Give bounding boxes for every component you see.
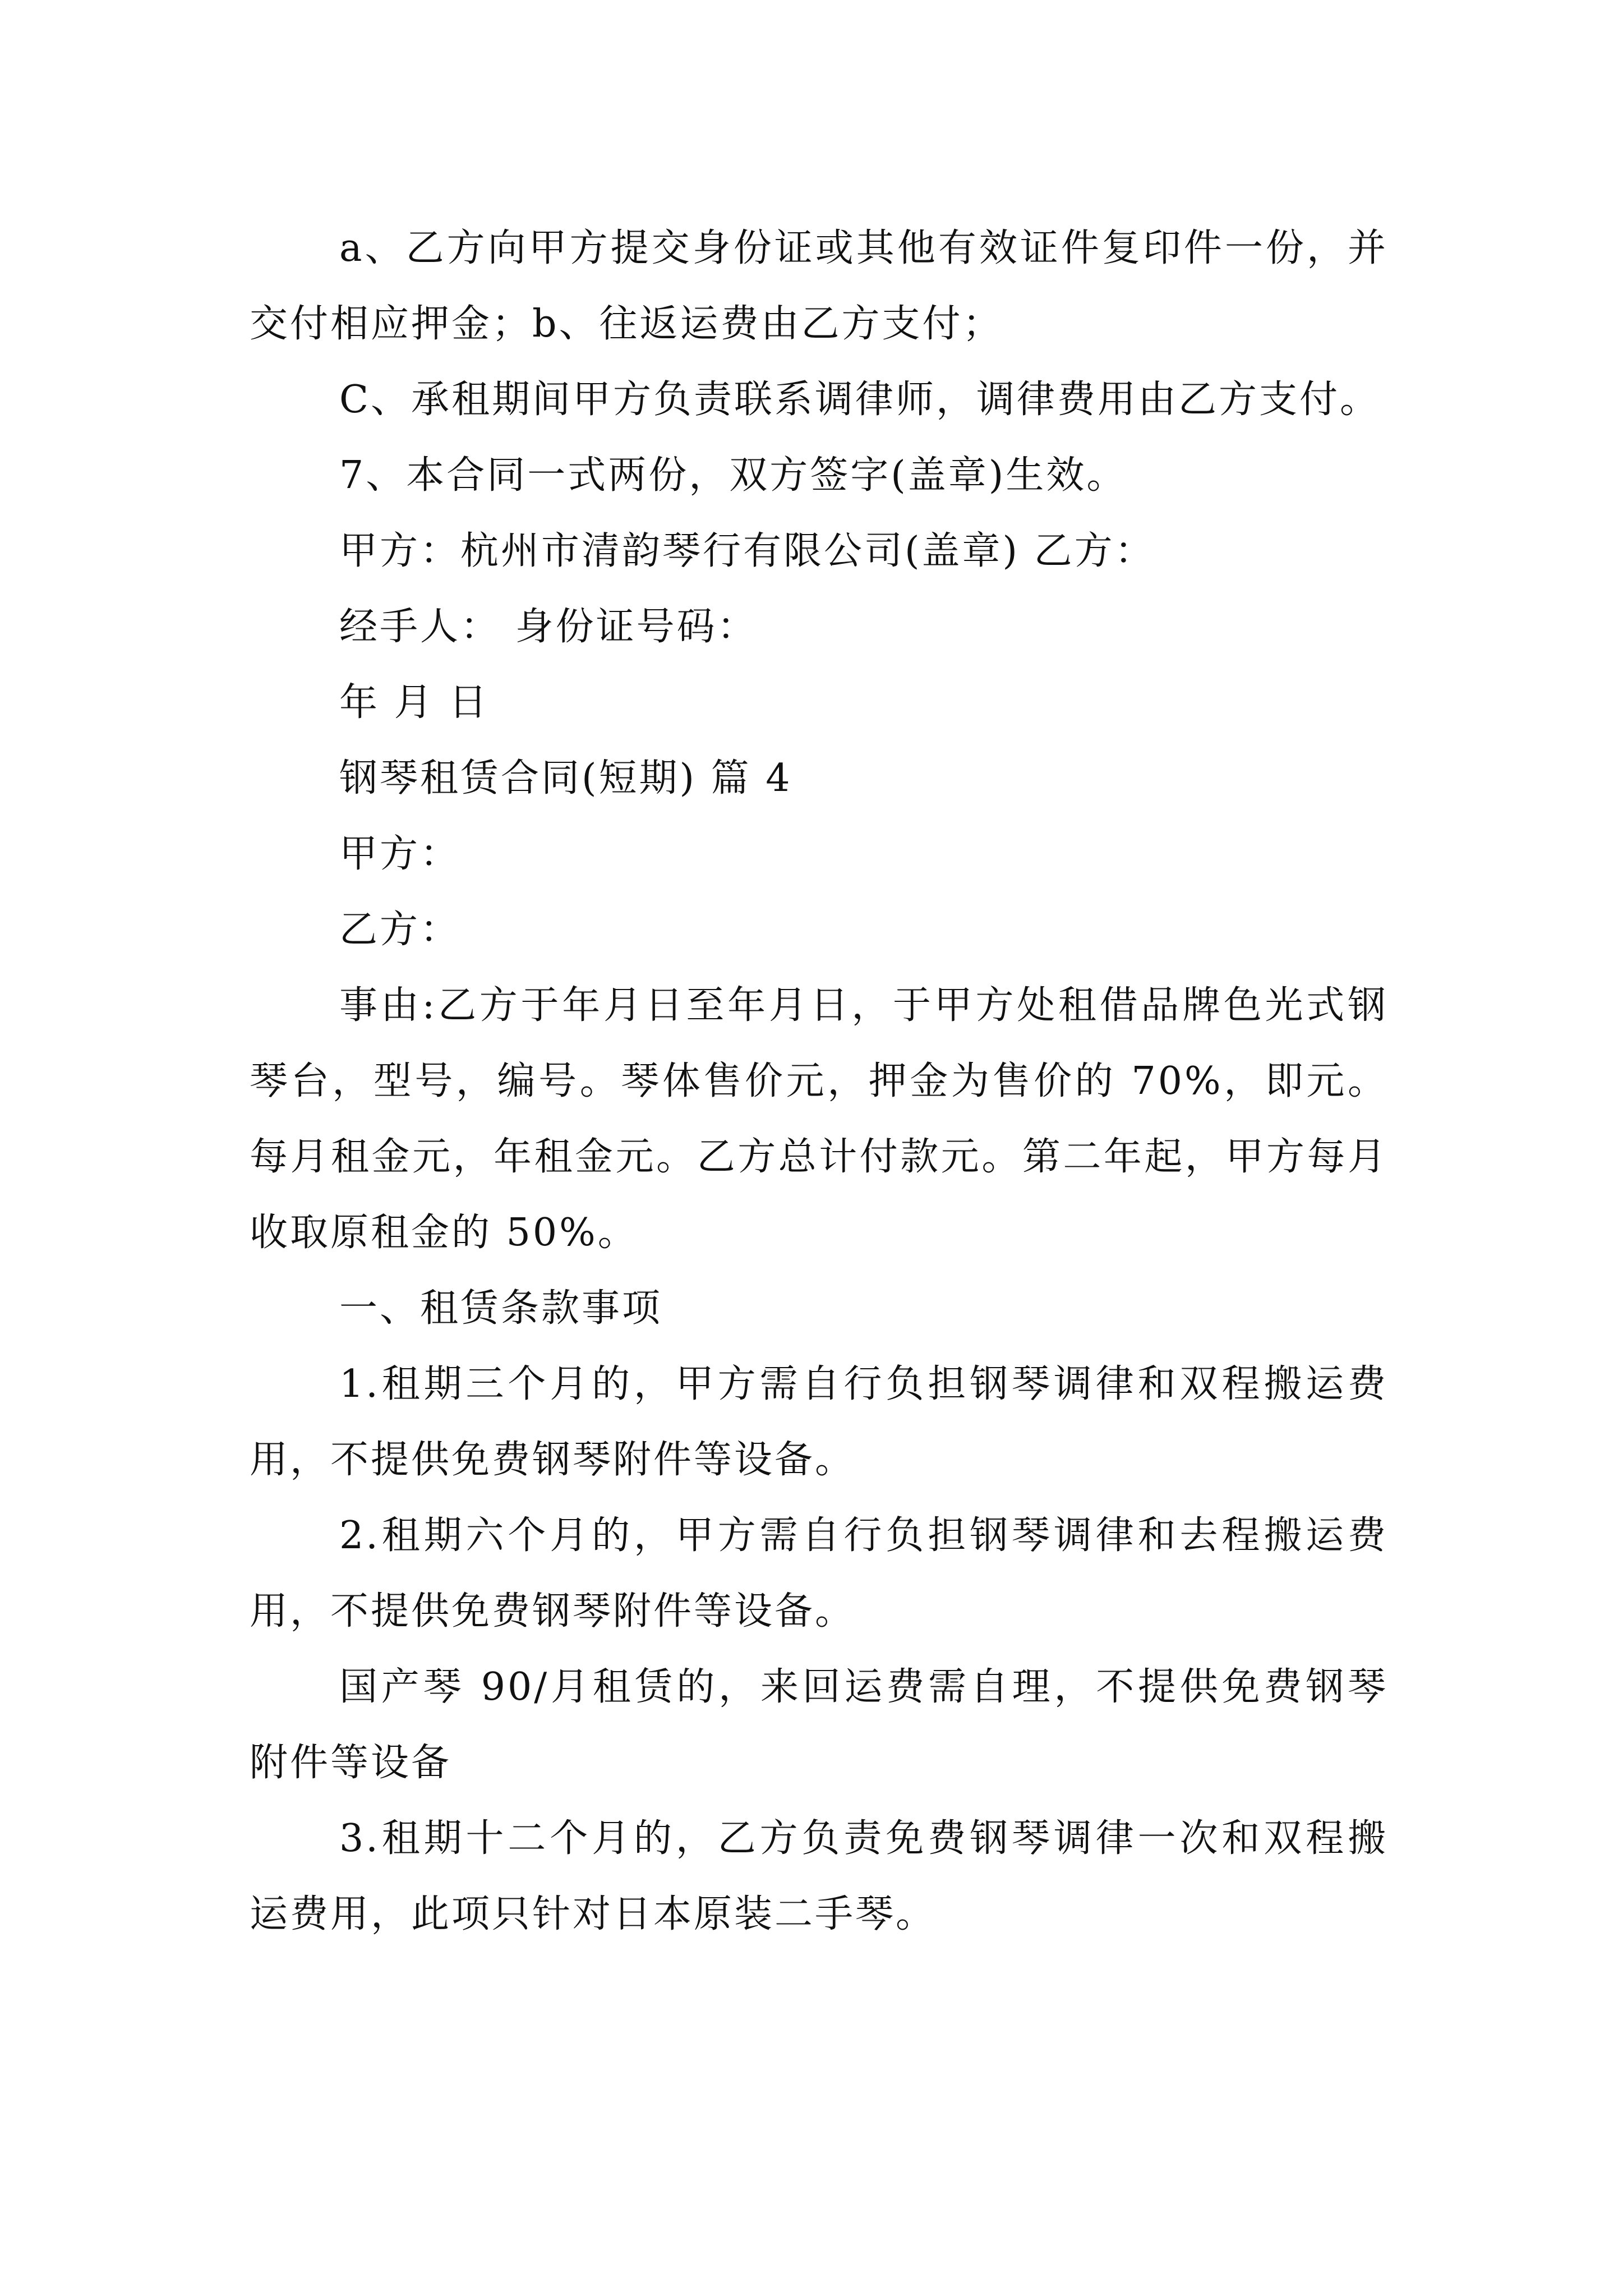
paragraph-copies-clause: 7、本合同一式两份，双方签字(盖章)生效。 xyxy=(339,453,1127,498)
heading-lease-terms: 一、租赁条款事项 xyxy=(339,1286,663,1331)
paragraph-matter: 事由:乙方于年月日至年月日，于甲方处租借品牌色光式钢琴台，型号，编号。琴体售价元，押金为售价的 70%，即元。每月租金元，年租金元。乙方总计付款元。第二年起，甲方每月收取原租金的 50%。 xyxy=(250,983,1388,1255)
paragraph-party-signatures: 甲方：杭州市清韵琴行有限公司(盖章) 乙方： xyxy=(339,529,1155,573)
clause-domestic-piano: 国产琴 90/月租赁的，来回运费需自理，不提供免费钢琴附件等设备 xyxy=(250,1665,1388,1785)
paragraph-deposit-terms: a、乙方向甲方提交身份证或其他有效证件复印件一份，并交付相应押金；b、往返运费由乙方支付； xyxy=(250,226,1388,346)
paragraph-date: 年 月 日 xyxy=(339,680,490,725)
section-title: 钢琴租赁合同(短期) 篇 4 xyxy=(339,756,792,800)
clause-six-months: 2.租期六个月的，甲方需自行负担钢琴调律和去程搬运费用，不提供免费钢琴附件等设备。 xyxy=(250,1513,1388,1634)
clause-three-months: 1.租期三个月的，甲方需自行负担钢琴调律和双程搬运费用，不提供免费钢琴附件等设备。 xyxy=(250,1362,1388,1482)
paragraph-tuning-terms: C、承租期间甲方负责联系调律师，调律费用由乙方支付。 xyxy=(339,378,1381,422)
party-a-label: 甲方： xyxy=(339,832,461,876)
document-body xyxy=(250,210,1388,1952)
paragraph-handler-id: 经手人： 身份证号码： xyxy=(339,605,758,649)
party-b-label: 乙方： xyxy=(339,908,461,952)
clause-twelve-months: 3.租期十二个月的，乙方负责免费钢琴调律一次和双程搬运费用，此项只针对日本原装二手琴。 xyxy=(250,1816,1388,1936)
